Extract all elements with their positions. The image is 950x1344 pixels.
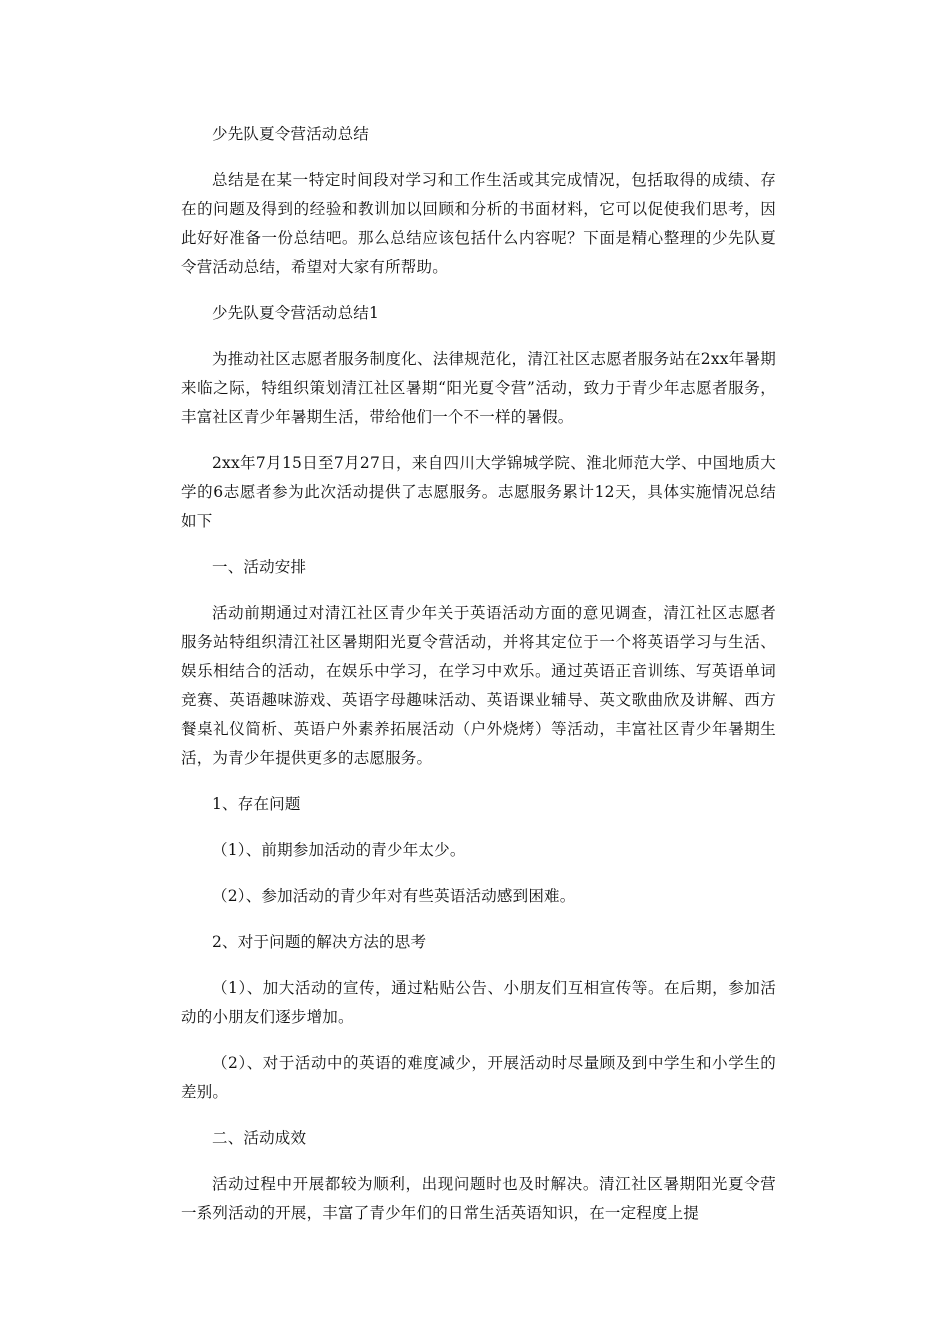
- list-item: （2）、对于活动中的英语的难度减少，开展活动时尽量顾及到中学生和小学生的差别。: [181, 1054, 776, 1101]
- list-item: （1）、加大活动的宣传，通过粘贴公告、小朋友们互相宣传等。在后期，参加活动的小朋友们逐步增加。: [181, 979, 776, 1026]
- section-heading: 一、活动安排: [212, 558, 307, 576]
- paragraph: 活动前期通过对清江社区青少年关于英语活动方面的意见调查，清江社区志愿者服务站特组织清江社区暑期阳光夏令营活动，并将其定位于一个将英语学习与生活、娱乐相结合的活动，在娱乐中学习，在学习中欢乐。通过英语正音训练、写英语单词竞赛、英语趣味游戏、英语字母趣味活动、英语课业辅导、英文歌曲欣及讲解、西方餐桌礼仪简析、英语户外素养拓展活动（户外烧烤）等活动，丰富社区青少年暑期生活，为青少年提供更多的志愿服务。: [181, 604, 776, 767]
- section-heading: 少先队夏令营活动总结1: [212, 304, 380, 322]
- document-title: 少先队夏令营活动总结: [212, 125, 370, 143]
- list-item: （2）、参加活动的青少年对有些英语活动感到困难。: [212, 887, 576, 905]
- paragraph: 2xx年7月15日至7月27日，来自四川大学锦城学院、淮北师范大学、中国地质大学的6志愿者参为此次活动提供了志愿服务。志愿服务累计12天，具体实施情况总结如下: [181, 454, 776, 530]
- subsection-heading: 2、对于问题的解决方法的思考: [212, 933, 427, 951]
- section-heading: 二、活动成效: [212, 1129, 307, 1147]
- list-item: （1）、前期参加活动的青少年太少。: [212, 841, 466, 859]
- paragraph: 为推动社区志愿者服务制度化、法律规范化，清江社区志愿者服务站在2xx年暑期来临之际，特组织策划清江社区暑期“阳光夏令营”活动，致力于青少年志愿者服务，丰富社区青少年暑期生活，带给他们一个不一样的暑假。: [181, 350, 776, 426]
- subsection-heading: 1、存在问题: [212, 795, 301, 813]
- document-body: [181, 120, 776, 1228]
- paragraph: 活动过程中开展都较为顺利，出现问题时也及时解决。清江社区暑期阳光夏令营一系列活动的开展，丰富了青少年们的日常生活英语知识，在一定程度上提: [181, 1175, 776, 1222]
- intro-paragraph: 总结是在某一特定时间段对学习和工作生活或其完成情况，包括取得的成绩、存在的问题及得到的经验和教训加以回顾和分析的书面材料，它可以促使我们思考，因此好好准备一份总结吧。那么总结应该包括什么内容呢？下面是精心整理的少先队夏令营活动总结，希望对大家有所帮助。: [181, 171, 776, 276]
